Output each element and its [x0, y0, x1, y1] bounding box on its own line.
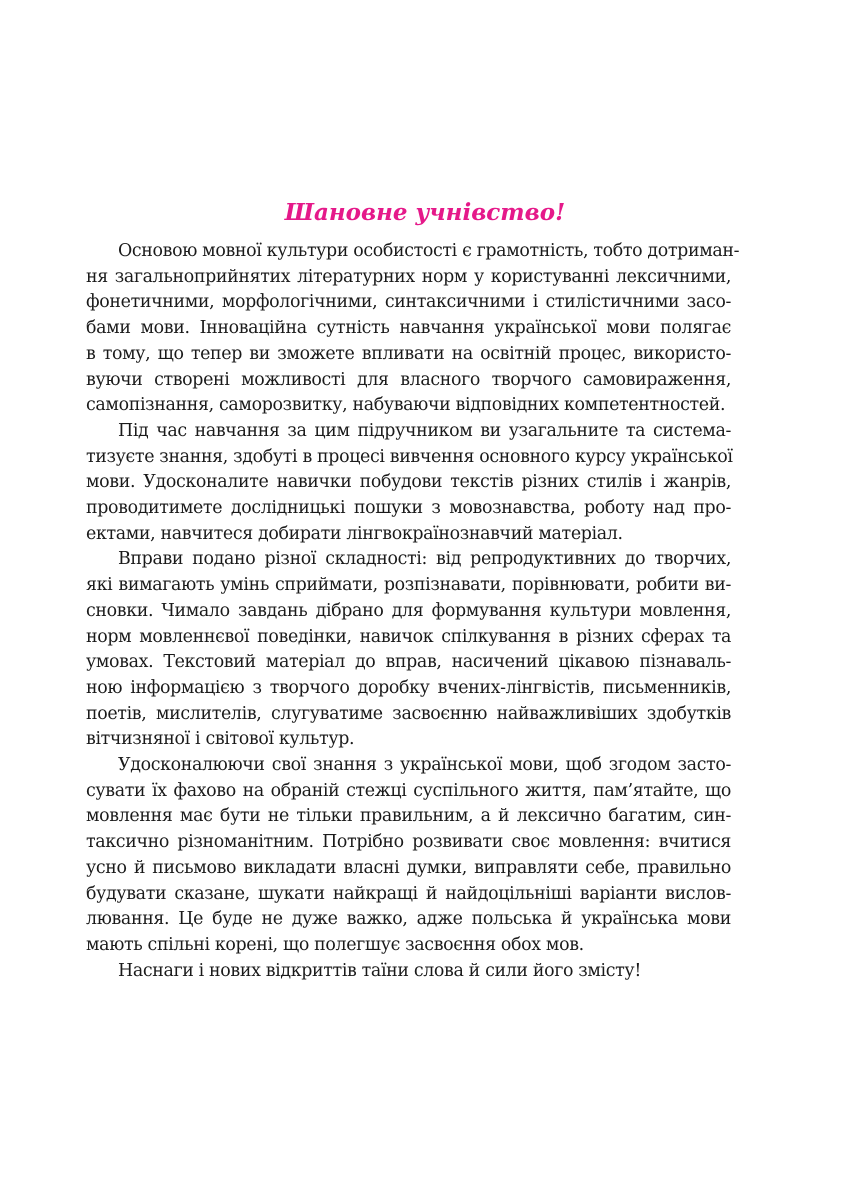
paragraph: [86, 547, 731, 753]
paragraph: [86, 959, 731, 985]
text-line: Основою мовної культури особистості є грамотність, тобто дотриман-: [118, 241, 740, 261]
page-title: Шановне учнівство!: [284, 199, 566, 226]
text-line: вітчизняної і світової культур.: [86, 729, 355, 750]
text-line: мови. Удосконалите навички побудови текстів різних стилів і жанрів,: [86, 472, 731, 493]
text-line: сновки. Чимало завдань дібрано для формування культури мовлення,: [86, 600, 731, 621]
text-line: норм мовленнєвої поведінки, навичок спілкування в різних сферах та: [86, 626, 731, 647]
text-line: Вправи подано різної складності: від репродуктивних до творчих,: [118, 549, 731, 570]
text-line: умовах. Текстовий матеріал до вправ, насичений цікавою пізнаваль-: [86, 652, 731, 673]
text-line: фонетичними, морфологічними, синтаксичними і стилістичними засо-: [86, 292, 731, 313]
text-line: самопізнання, саморозвитку, набуваючи відповідних компетентностей.: [86, 395, 726, 416]
text-line: ною інформацією з творчого доробку вчених-лінгвістів, письменників,: [86, 677, 731, 698]
text-line: мовлення має бути не тільки правильним, а й лексично багатим, син-: [86, 806, 731, 827]
paragraph: [86, 753, 731, 959]
text-line: тизуєте знання, здобуті в процесі вивчення основного курсу української: [86, 446, 733, 467]
text-line: поетів, мислителів, слугуватиме засвоєнню найважливіших здобутків: [86, 703, 731, 724]
text-line: ектами, навчитеся добирати лінгвокраїнознавчий матеріал.: [86, 523, 623, 544]
text-line: Під час навчання за цим підручником ви узагальните та система-: [118, 420, 731, 441]
text-line: Удосконалюючи свої знання з української мови, щоб згодом засто-: [118, 755, 731, 776]
body-text: [86, 239, 740, 984]
text-line: лювання. Це буде не дуже важко, адже польська й українська мови: [86, 909, 731, 930]
text-line: проводитимете дослідницькі пошуки з мовознавства, роботу над про-: [86, 498, 731, 519]
paragraph: [86, 419, 731, 548]
text-line: сувати їх фахово на обраній стежці суспільного життя, пам’ятайте, що: [86, 780, 731, 801]
text-line: в тому, що тепер ви зможете впливати на освітній процес, використо-: [86, 343, 731, 364]
text-line: мають спільні корені, що полегшує засвоєння обох мов.: [86, 934, 584, 955]
text-line: бами мови. Інноваційна сутність навчання української мови полягає: [86, 318, 731, 339]
text-line: будувати сказане, шукати найкращі й найдоцільніші варіанти вислов-: [86, 883, 731, 904]
text-line: вуючи створені можливості для власного творчого самовираження,: [86, 369, 731, 390]
text-line: усно й письмово викладати власні думки, виправляти себе, правильно: [86, 857, 731, 878]
text-line: ня загальноприйнятих літературних норм у користуванні лексичними,: [86, 266, 731, 287]
text-line: таксично різноманітним. Потрібно розвивати своє мовлення: вчитися: [86, 832, 731, 853]
text-line: які вимагають умінь сприймати, розпізнавати, порівнювати, робити ви-: [86, 575, 731, 596]
paragraph: [86, 239, 740, 419]
text-line: Наснаги і нових відкриттів таїни слова й сили його змісту!: [118, 960, 641, 981]
